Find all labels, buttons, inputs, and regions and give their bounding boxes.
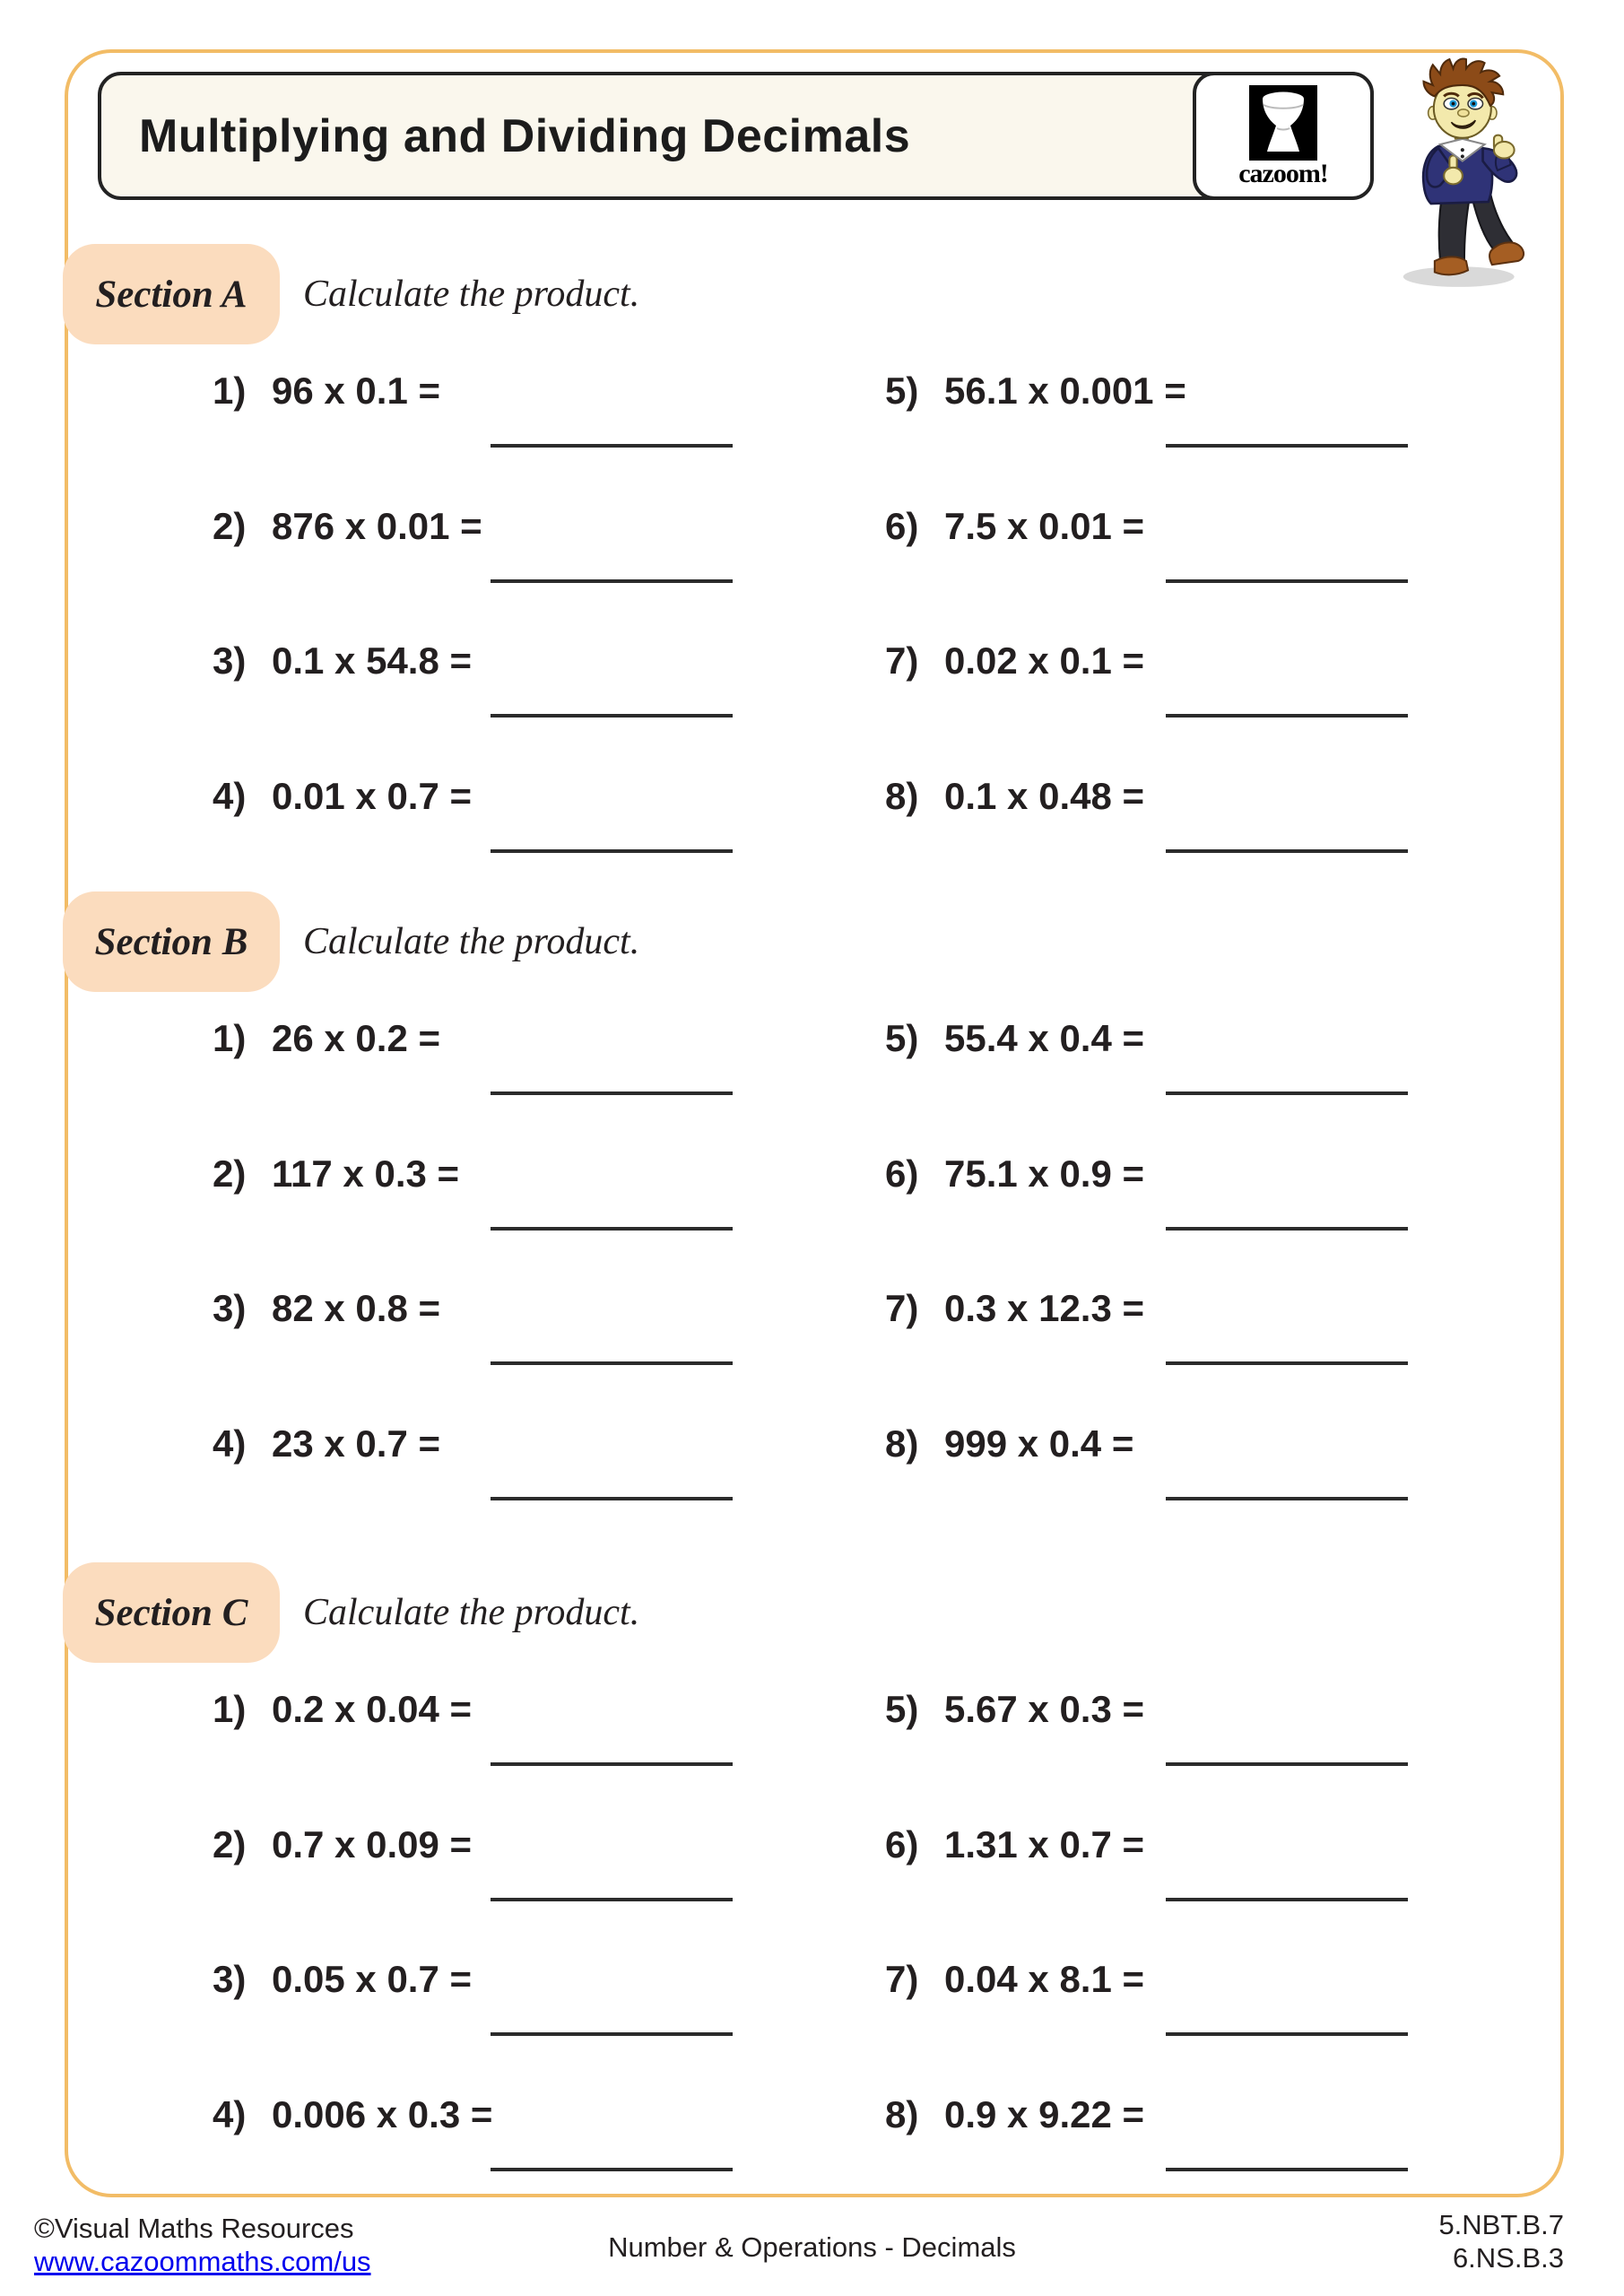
problem-row (213, 1282, 440, 1335)
answer-line (1166, 1361, 1408, 1365)
problem-expression: 5.67 x 0.3 = (944, 1688, 1145, 1730)
problem-row (885, 1417, 1133, 1471)
page-title: Multiplying and Dividing Decimals (139, 109, 911, 162)
answer-line (491, 1091, 733, 1095)
title-bar (98, 72, 1374, 200)
problem-expression: 7.5 x 0.01 = (944, 505, 1145, 547)
problem-number: 7) (885, 1958, 919, 2000)
problem-row (213, 634, 472, 688)
problem-row (213, 1683, 472, 1736)
problem-number: 7) (885, 1287, 919, 1329)
answer-line (491, 1497, 733, 1500)
problem-row (213, 1417, 440, 1471)
problem-number: 5) (885, 370, 919, 412)
problem-number: 6) (885, 505, 919, 547)
footer-copyright: ©Visual Maths Resources (34, 2213, 354, 2244)
answer-line (1166, 579, 1408, 583)
problem-row (885, 634, 1144, 688)
problem-number: 1) (213, 1688, 247, 1730)
problem-row (213, 500, 482, 553)
problem-number: 4) (213, 1422, 247, 1465)
cazoom-logo (1193, 72, 1374, 200)
problem-number: 4) (213, 2093, 247, 2135)
problem-number: 8) (885, 775, 919, 817)
footer-standard-2: 6.NS.B.3 (1452, 2242, 1564, 2274)
problem-expression: 0.01 x 0.7 = (272, 775, 473, 817)
problem-number: 1) (213, 1017, 247, 1059)
mascot-illustration (1397, 57, 1537, 289)
answer-line (491, 579, 733, 583)
section-instruction: Calculate the product. (303, 1592, 640, 1633)
problem-number: 7) (885, 639, 919, 682)
problem-expression: 0.7 x 0.09 = (272, 1823, 473, 1866)
answer-line (491, 2032, 733, 2036)
answer-line (491, 444, 733, 448)
problem-number: 8) (885, 1422, 919, 1465)
problem-row (885, 1683, 1144, 1736)
problem-number: 3) (213, 1958, 247, 2000)
problem-row (213, 364, 440, 418)
problem-expression: 0.02 x 0.1 = (944, 639, 1145, 682)
section-pill (63, 891, 280, 992)
problem-row (885, 1012, 1144, 1065)
section-label: Section A (95, 273, 248, 316)
problem-expression: 0.006 x 0.3 = (272, 2093, 493, 2135)
problem-number: 3) (213, 639, 247, 682)
problem-expression: 0.1 x 54.8 = (272, 639, 473, 682)
problem-row (213, 1952, 472, 2006)
problem-expression: 56.1 x 0.001 = (944, 370, 1186, 412)
section-pill (63, 244, 280, 344)
answer-line (1166, 1227, 1408, 1231)
problem-expression: 82 x 0.8 = (272, 1287, 440, 1329)
problem-expression: 26 x 0.2 = (272, 1017, 440, 1059)
problem-expression: 23 x 0.7 = (272, 1422, 440, 1465)
problem-number: 2) (213, 1823, 247, 1866)
footer-standards (1438, 2208, 1564, 2274)
footer-standard-1: 5.NBT.B.7 (1438, 2209, 1564, 2240)
problem-expression: 96 x 0.1 = (272, 370, 440, 412)
problem-row (885, 1282, 1144, 1335)
answer-line (491, 714, 733, 718)
problem-row (885, 364, 1186, 418)
problem-expression: 75.1 x 0.9 = (944, 1152, 1145, 1195)
problem-row (213, 1147, 459, 1201)
answer-line (1166, 849, 1408, 853)
problem-number: 1) (213, 370, 247, 412)
problem-row (885, 2088, 1144, 2142)
problem-number: 6) (885, 1152, 919, 1195)
problem-number: 5) (885, 1017, 919, 1059)
problem-expression: 0.1 x 0.48 = (944, 775, 1145, 817)
answer-line (1166, 1762, 1408, 1766)
problem-expression: 1.31 x 0.7 = (944, 1823, 1145, 1866)
section-pill (63, 1562, 280, 1663)
problem-row (885, 500, 1144, 553)
problem-row (213, 2088, 492, 2142)
problem-expression: 0.3 x 12.3 = (944, 1287, 1145, 1329)
section-instruction: Calculate the product. (303, 921, 640, 962)
answer-line (1166, 2032, 1408, 2036)
problem-row (885, 1147, 1144, 1201)
problem-expression: 876 x 0.01 = (272, 505, 482, 547)
problem-number: 5) (885, 1688, 919, 1730)
answer-line (491, 1361, 733, 1365)
problem-number: 3) (213, 1287, 247, 1329)
answer-line (491, 1762, 733, 1766)
answer-line (491, 1227, 733, 1231)
footer-url-link[interactable]: www.cazoommaths.com/us (34, 2246, 371, 2277)
problem-expression: 0.04 x 8.1 = (944, 1958, 1145, 2000)
problem-row (885, 770, 1144, 823)
answer-line (1166, 1497, 1408, 1500)
section-label: Section C (94, 1591, 248, 1634)
problem-expression: 117 x 0.3 = (272, 1152, 460, 1195)
answer-line (1166, 1898, 1408, 1901)
problem-expression: 999 x 0.4 = (944, 1422, 1134, 1465)
problem-row (885, 1952, 1144, 2006)
problem-expression: 55.4 x 0.4 = (944, 1017, 1145, 1059)
section-instruction: Calculate the product. (303, 274, 640, 315)
problem-number: 2) (213, 505, 247, 547)
answer-line (491, 849, 733, 853)
problem-expression: 0.9 x 9.22 = (944, 2093, 1145, 2135)
problem-number: 4) (213, 775, 247, 817)
answer-line (491, 1898, 733, 1901)
logo-text: cazoom! (1238, 159, 1328, 188)
problem-expression: 0.05 x 0.7 = (272, 1958, 473, 2000)
problem-row (885, 1818, 1144, 1872)
footer-category: Number & Operations - Decimals (608, 2231, 1016, 2263)
section-label: Section B (94, 920, 248, 963)
problem-number: 2) (213, 1152, 247, 1195)
answer-line (1166, 1091, 1408, 1095)
problem-expression: 0.2 x 0.04 = (272, 1688, 473, 1730)
answer-line (1166, 444, 1408, 448)
djembe-drum-icon (1249, 85, 1317, 161)
problem-row (213, 1818, 472, 1872)
problem-number: 8) (885, 2093, 919, 2135)
problem-row (213, 1012, 440, 1065)
answer-line (491, 2168, 733, 2171)
problem-row (213, 770, 472, 823)
problem-number: 6) (885, 1823, 919, 1866)
answer-line (1166, 2168, 1408, 2171)
answer-line (1166, 714, 1408, 718)
